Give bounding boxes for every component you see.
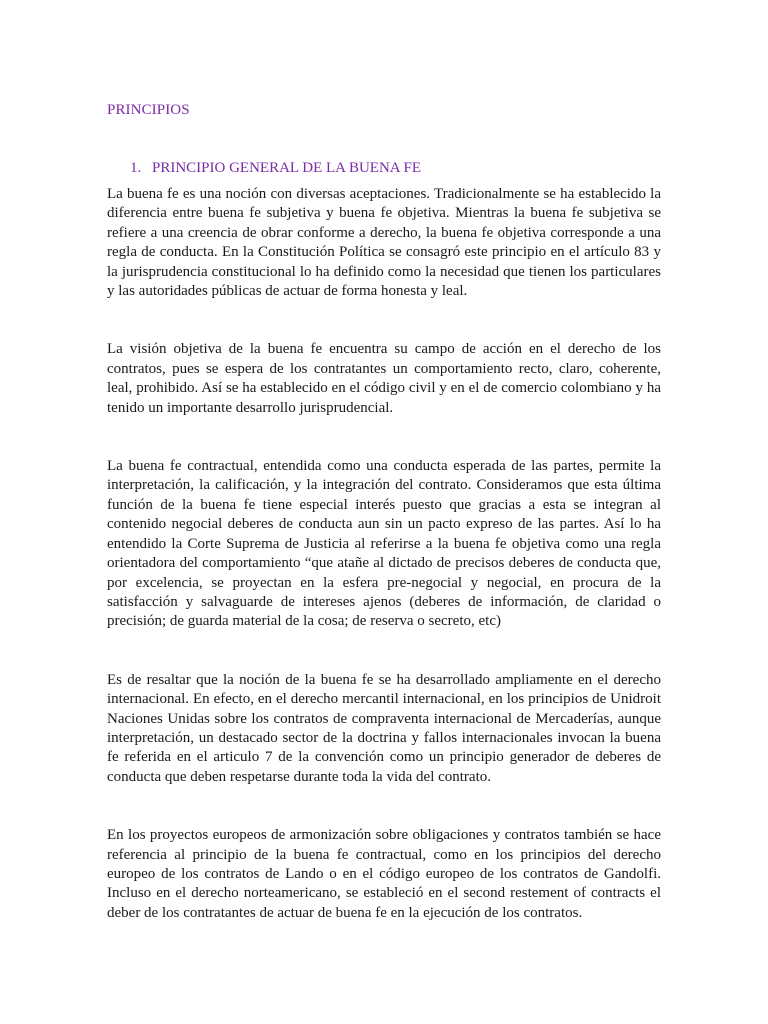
paragraph-1: La buena fe es una noción con diversas aceptaciones. Tradicionalmente se ha establecido la diferencia entre buena fe subjetiva y buena fe objetiva. Mientras la buena fe subjetiva se refiere a una creencia de obrar conforme a derecho, la buena fe objetiva corresponde a una regla de conducta. En la Constitución Política se consagró este principio en el artículo 83 y la jurisprudencia constitucional lo ha definido como la necesidad que tienen los particulares y las autoridades públicas de actuar de forma honesta y leal. bbox=[107, 186, 661, 300]
paragraph-4: Es de resaltar que la noción de la buena fe se ha desarrollado ampliamente en el derecho internacional. En efecto, en el derecho mercantil internacional, en los principios de Unidroit Naciones Unidas sobre los contratos de compraventa internacional de Mercaderías, aunque interpretación, un destacado sector de la doctrina y fallos internacionales invocan la buena fe referida en el articulo 7 de la convención como un principio generador de deberes de conducta que deben respetarse durante toda la vida del contrato. bbox=[107, 671, 661, 785]
paragraph-2: La visión objetiva de la buena fe encuentra su campo de acción en el derecho de los contratos, pues se espera de los contratantes un comportamiento recto, claro, coherente, leal, prohibido. Así se ha establecido en el código civil y en el de comercio colombiano y ha tenido un importante desarrollo jurisprudencial. bbox=[107, 341, 661, 416]
section-heading bbox=[107, 158, 661, 178]
paragraph-3: La buena fe contractual, entendida como una conducta esperada de las partes, permite la interpretación, la calificación, y la integración del contrato. Consideramos que esta última función de la buena fe tiene especial interés puesto que gracias a esta se integran al contenido negocial deberes de conducta aun sin un pacto expreso de las partes. Así lo ha entendido la Corte Suprema de Justicia al referirse a la buena fe objetiva como una regla orientadora del comportamiento “que atañe al dictado de precisos deberes de conducta que, por excelencia, se proyectan en la esfera pre-negocial y negocial, en procura de la satisfacción y salvaguarde de intereses ajenos (deberes de información, de claridad o precisión; de guarda material de la cosa; de reserva o secreto, etc) bbox=[107, 458, 661, 630]
paragraph-5: En los proyectos europeos de armonización sobre obligaciones y contratos también se hace referencia al principio de la buena fe contractual, como en los principios del derecho europeo de los contratos de Lando o en el código europeo de los contratos de Gandolfi. Incluso en el derecho norteamericano, se estableció en el second restement of contracts el deber de los contratantes de actuar de buena fe en la ejecución de los contratos. bbox=[107, 827, 661, 921]
section-heading-text: PRINCIPIO GENERAL DE LA BUENA FE bbox=[152, 160, 422, 176]
section-number: 1. bbox=[130, 160, 142, 176]
document-title: PRINCIPIOS bbox=[107, 102, 190, 118]
